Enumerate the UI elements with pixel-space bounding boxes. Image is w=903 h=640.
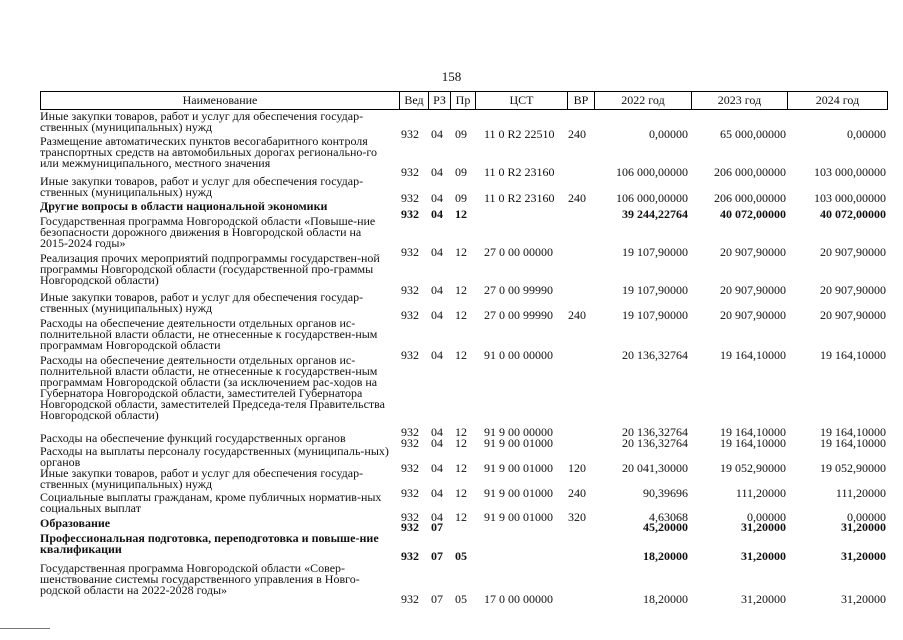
cell-ved: 932 — [401, 165, 419, 179]
cell-y2024: 20 907,90000 — [820, 283, 886, 297]
row-name: Другие вопросы в области национальной экономики — [40, 199, 328, 213]
cell-cst: 91 0 00 00000 — [484, 348, 553, 362]
footnote-rule — [0, 628, 50, 629]
cell-y2024: 31,20000 — [841, 549, 886, 563]
cell-y2022: 18,20000 — [643, 592, 688, 606]
cell-y2024: 19 164,10000 — [820, 436, 886, 450]
cell-y2023: 19 052,90000 — [720, 461, 786, 475]
cell-ved: 932 — [401, 461, 419, 475]
cell-rz: 04 — [431, 308, 443, 322]
cell-rz: 04 — [431, 486, 443, 500]
cell-y2022: 0,00000 — [649, 127, 688, 141]
cell-y2024: 40 072,00000 — [820, 207, 886, 221]
cell-rz: 04 — [431, 207, 443, 221]
cell-y2023: 111,20000 — [735, 486, 786, 500]
cell-y2024: 103 000,00000 — [814, 165, 886, 179]
cell-ved: 932 — [401, 510, 419, 524]
cell-y2023: 20 907,90000 — [720, 283, 786, 297]
cell-rz: 04 — [431, 165, 443, 179]
cell-cst: 27 0 00 00000 — [484, 245, 553, 259]
cell-ved: 932 — [401, 207, 419, 221]
table-header — [40, 91, 888, 110]
row-name: Реализация прочих мероприятий подпрограммы государствен-ной программы Новгородской области (государственной про-граммы Новгородской области) — [40, 251, 380, 287]
cell-y2024: 111,20000 — [835, 486, 886, 500]
cell-cst: 91 9 00 00000 — [484, 425, 553, 439]
row-name: Профессиональная подготовка, переподготовка и повыше-ние квалификации — [40, 531, 379, 556]
page-number: 158 — [441, 69, 462, 84]
cell-ved: 932 — [401, 283, 419, 297]
cell-pr: 12 — [455, 308, 467, 322]
cell-pr: 05 — [455, 592, 467, 606]
cell-ved: 932 — [401, 486, 419, 500]
cell-ved: 932 — [401, 245, 419, 259]
cell-rz: 04 — [431, 127, 443, 141]
cell-rz: 04 — [431, 510, 443, 524]
row-name: Расходы на обеспечение функций государственных органов — [40, 431, 346, 445]
cell-ved: 932 — [401, 191, 419, 205]
cell-ved: 932 — [401, 425, 419, 439]
header-ved: Вед — [399, 92, 428, 109]
header-pr: Пр — [450, 92, 475, 109]
cell-y2024: 19 164,10000 — [820, 425, 886, 439]
cell-rz: 07 — [431, 549, 443, 563]
cell-y2022: 20 136,32764 — [622, 425, 688, 439]
cell-pr: 12 — [455, 436, 467, 450]
cell-cst: 11 0 R2 23160 — [484, 191, 555, 205]
cell-y2024: 20 907,90000 — [820, 245, 886, 259]
cell-y2022: 18,20000 — [643, 549, 688, 563]
cell-y2022: 19 107,90000 — [622, 308, 688, 322]
cell-rz: 04 — [431, 436, 443, 450]
cell-y2023: 19 164,10000 — [720, 425, 786, 439]
row-name: Размещение автоматических пунктов весогабаритного контроля транспортных средств на автомобильных дорогах регионально-го или межмуниципального, местного значения — [40, 134, 378, 170]
cell-vr: 120 — [568, 461, 586, 475]
cell-rz: 04 — [431, 425, 443, 439]
cell-cst: 11 0 R2 23160 — [484, 165, 555, 179]
cell-y2022: 45,20000 — [643, 520, 688, 534]
cell-pr: 12 — [455, 510, 467, 524]
header-vr: ВР — [567, 92, 594, 109]
cell-rz: 07 — [431, 592, 443, 606]
cell-y2023: 40 072,00000 — [720, 207, 786, 221]
row-name: Расходы на выплаты персоналу государственных (муниципаль-ных) органов — [40, 444, 389, 469]
cell-rz: 04 — [431, 283, 443, 297]
cell-y2023: 20 907,90000 — [720, 308, 786, 322]
cell-y2023: 206 000,00000 — [714, 165, 786, 179]
cell-pr: 05 — [455, 549, 467, 563]
cell-y2024: 19 052,90000 — [820, 461, 886, 475]
row-name: Государственная программа Новгородской области «Повыше-ние безопасности дорожного движения в Новгородской области на 2015-2024 годы» — [40, 214, 376, 250]
cell-y2023: 19 164,10000 — [720, 436, 786, 450]
cell-cst: 91 9 00 01000 — [484, 486, 553, 500]
cell-cst: 91 9 00 01000 — [484, 461, 553, 475]
cell-cst: 91 9 00 01000 — [484, 510, 553, 524]
cell-y2024: 31,20000 — [841, 592, 886, 606]
cell-y2023: 206 000,00000 — [714, 191, 786, 205]
row-name: Иные закупки товаров, работ и услуг для обеспечения государ-ственных (муниципальных) нужд — [40, 290, 364, 315]
cell-vr: 320 — [568, 510, 586, 524]
cell-y2023: 31,20000 — [741, 549, 786, 563]
cell-y2022: 4,63068 — [649, 510, 688, 524]
cell-y2022: 20 041,30000 — [622, 461, 688, 475]
header-rz: РЗ — [428, 92, 450, 109]
cell-y2023: 31,20000 — [741, 592, 786, 606]
cell-y2023: 0,00000 — [747, 510, 786, 524]
cell-rz: 04 — [431, 461, 443, 475]
row-name: Расходы на обеспечение деятельности отдельных органов ис-полнительной власти области, не отнесенные к государствен-ным программам Новгородской области — [40, 316, 378, 352]
row-name: Иные закупки товаров, работ и услуг для обеспечения государ-ственных (муниципальных) нужд — [40, 466, 364, 491]
cell-cst: 27 0 00 99990 — [484, 308, 553, 322]
row-name: Социальные выплаты гражданам, кроме публичных норматив-ных социальных выплат — [40, 490, 382, 515]
cell-vr: 240 — [568, 308, 586, 322]
cell-pr: 12 — [455, 283, 467, 297]
cell-pr: 12 — [455, 348, 467, 362]
cell-ved: 932 — [401, 127, 419, 141]
header-name: Наименование — [182, 93, 258, 107]
cell-rz: 07 — [431, 520, 443, 534]
cell-y2023: 20 907,90000 — [720, 245, 786, 259]
cell-rz: 04 — [431, 245, 443, 259]
cell-rz: 04 — [431, 191, 443, 205]
row-name: Образование — [40, 516, 111, 530]
cell-cst: 17 0 00 00000 — [484, 592, 553, 606]
cell-y2022: 19 107,90000 — [622, 245, 688, 259]
cell-cst: 27 0 00 99990 — [484, 283, 553, 297]
cell-y2024: 19 164,10000 — [820, 348, 886, 362]
cell-y2023: 65 000,00000 — [720, 127, 786, 141]
row-name: Иные закупки товаров, работ и услуг для обеспечения государ-ственных (муниципальных) нужд — [40, 174, 364, 199]
cell-vr: 240 — [568, 191, 586, 205]
cell-y2022: 19 107,90000 — [622, 283, 688, 297]
cell-cst: 11 0 R2 22510 — [484, 127, 555, 141]
cell-y2022: 90,39696 — [643, 486, 688, 500]
cell-y2023: 19 164,10000 — [720, 348, 786, 362]
row-name: Государственная программа Новгородской области «Совер-шенствование системы государственного управления в Новго-родской области на 2022-2028 годы» — [40, 561, 360, 597]
cell-y2024: 0,00000 — [847, 510, 886, 524]
cell-pr: 12 — [455, 425, 467, 439]
row-name: Расходы на обеспечение деятельности отдельных органов ис-полнительной власти области, не отнесенные к государствен-ным программам Новгородской области (за исключением рас-ходов на Губернатора Новгородской области, заместителей Губернатора Новгородской области, заместителей Председа-теля Правительства Новгородской области) — [40, 353, 385, 422]
cell-pr: 12 — [455, 207, 467, 221]
cell-y2022: 106 000,00000 — [616, 191, 688, 205]
cell-y2022: 20 136,32764 — [622, 348, 688, 362]
cell-pr: 09 — [455, 165, 467, 179]
cell-ved: 932 — [401, 549, 419, 563]
cell-pr: 12 — [455, 461, 467, 475]
cell-ved: 932 — [401, 520, 419, 534]
cell-y2024: 103 000,00000 — [814, 191, 886, 205]
cell-ved: 932 — [401, 308, 419, 322]
cell-y2023: 31,20000 — [741, 520, 786, 534]
header-2023: 2023 год — [691, 92, 787, 109]
cell-pr: 12 — [455, 486, 467, 500]
header-cst: ЦСТ — [475, 92, 567, 109]
cell-y2024: 0,00000 — [847, 127, 886, 141]
cell-pr: 09 — [455, 191, 467, 205]
cell-cst: 91 9 00 01000 — [484, 436, 553, 450]
header-2024: 2024 год — [787, 92, 887, 109]
cell-rz: 04 — [431, 348, 443, 362]
cell-ved: 932 — [401, 436, 419, 450]
cell-vr: 240 — [568, 127, 586, 141]
cell-y2022: 106 000,00000 — [616, 165, 688, 179]
cell-y2024: 31,20000 — [841, 520, 886, 534]
cell-y2022: 39 244,22764 — [622, 207, 688, 221]
row-name: Иные закупки товаров, работ и услуг для обеспечения государ-ственных (муниципальных) нужд — [40, 109, 364, 134]
cell-ved: 932 — [401, 348, 419, 362]
cell-ved: 932 — [401, 592, 419, 606]
cell-vr: 240 — [568, 486, 586, 500]
cell-y2022: 20 136,32764 — [622, 436, 688, 450]
header-2022: 2022 год — [594, 92, 691, 109]
cell-y2024: 20 907,90000 — [820, 308, 886, 322]
cell-pr: 09 — [455, 127, 467, 141]
cell-pr: 12 — [455, 245, 467, 259]
